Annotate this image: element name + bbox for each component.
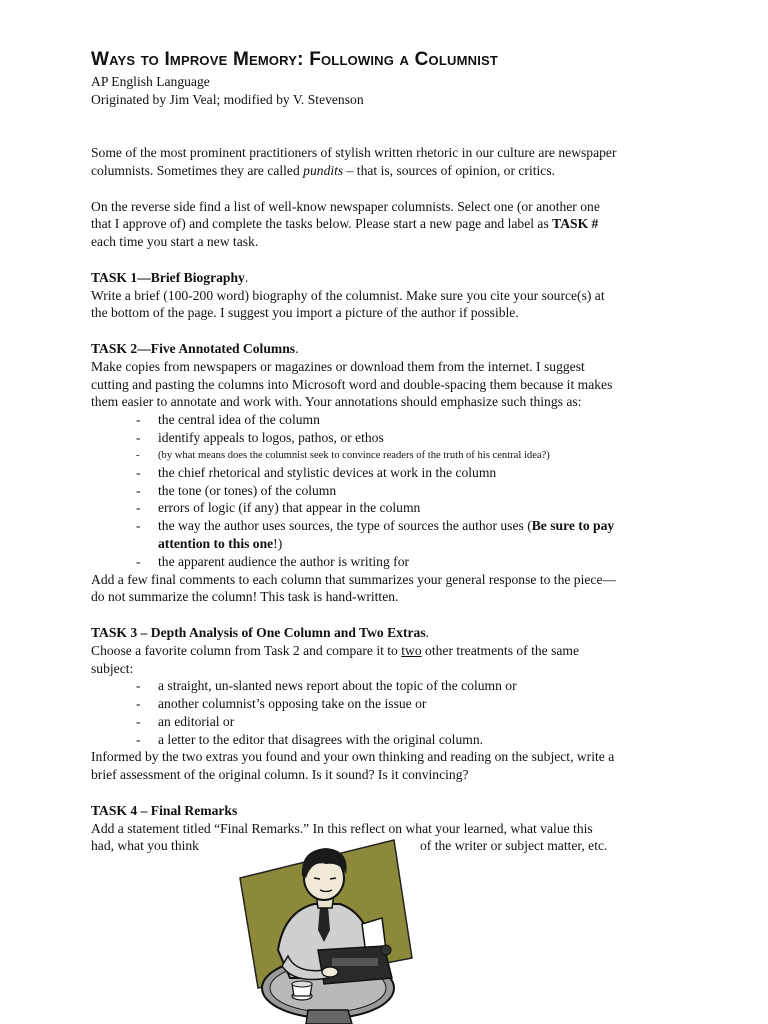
intro-paragraph bbox=[91, 144, 677, 180]
task-1-heading: TASK 1—Brief Biography. bbox=[91, 269, 249, 285]
intro-line-2: columnists. Sometimes they are called pundits – that is, sources of opinion, or critics. bbox=[91, 162, 556, 178]
reverse-paragraph bbox=[91, 198, 677, 251]
list-item: - errors of logic (if any) that appear in the column bbox=[136, 500, 421, 516]
list-item: - the chief rhetorical and stylistic devices at work in the column bbox=[136, 464, 497, 480]
task-2-line-3: them easier to annotate and work with. Your annotations should emphasize such things as: bbox=[91, 394, 582, 410]
reverse-line-3: each time you start a new task. bbox=[91, 234, 259, 250]
document-body bbox=[91, 73, 677, 855]
task-1-line-1: Write a brief (100-200 word) biography of the columnist. Make sure you cite your source(s) at bbox=[91, 287, 605, 303]
task-3-list bbox=[91, 677, 677, 748]
list-item: - the central idea of the column bbox=[136, 412, 320, 428]
list-item: - a straight, un-slanted news report about the topic of the column or bbox=[136, 678, 517, 694]
task-1-line-2: the bottom of the page. I suggest you import a picture of the author if possible. bbox=[91, 305, 519, 321]
task-3-line-2: subject: bbox=[91, 660, 134, 676]
task-1-section bbox=[91, 269, 677, 322]
list-item: - the way the author uses sources, the type of sources the author uses (Be sure to pay attention to this one!) bbox=[136, 518, 615, 551]
list-item: - a letter to the editor that disagrees with the original column. bbox=[136, 731, 484, 747]
task-2-line-1: Make copies from newspapers or magazines or download them from the internet. I suggest bbox=[91, 358, 585, 374]
task-3-heading: TASK 3 – Depth Analysis of One Column and Two Extras. bbox=[91, 624, 430, 640]
intro-line-1: Some of the most prominent practitioners of stylish written rhetoric in our culture are newspaper bbox=[91, 145, 617, 161]
task-2-list bbox=[91, 411, 677, 570]
task-2-after-2: do not summarize the column! This task is hand-written. bbox=[91, 589, 399, 605]
document-title bbox=[91, 47, 751, 73]
reverse-line-1: On the reverse side find a list of well-know newspaper columnists. Select one (or another one bbox=[91, 198, 600, 214]
title-part-2: Following a Columnist bbox=[309, 49, 499, 70]
list-item: - an editorial or bbox=[136, 713, 235, 729]
task-4-line-2-continued: of the writer or subject matter, etc. bbox=[420, 838, 608, 853]
list-item: - the tone (or tones) of the column bbox=[136, 482, 337, 498]
originated-line: Originated by Jim Veal; modified by V. Stevenson bbox=[91, 91, 364, 107]
columnist-typewriter-clipart bbox=[236, 838, 414, 1024]
task-2-section bbox=[91, 340, 677, 606]
list-item: - another columnist’s opposing take on the issue or bbox=[136, 696, 427, 712]
task-2-heading: TASK 2—Five Annotated Columns. bbox=[91, 340, 299, 356]
task-4-line-2: had, what you think bbox=[91, 838, 199, 854]
task-3-line-1: Choose a favorite column from Task 2 and compare it to two other treatments of the same bbox=[91, 642, 580, 658]
pundits-term: pundits bbox=[303, 162, 344, 178]
task-3-section bbox=[91, 624, 677, 784]
task-label-term: TASK # bbox=[552, 216, 599, 232]
course-line: AP English Language bbox=[91, 74, 210, 89]
title-separator: : bbox=[297, 49, 310, 70]
list-item: - the apparent audience the author is writing for bbox=[136, 553, 410, 569]
task-2-line-2: cutting and pasting the columns into Microsoft word and double-spacing them because it makes bbox=[91, 376, 613, 392]
list-item: - identify appeals to logos, pathos, or ethos bbox=[136, 429, 384, 445]
task-2-after-1: Add a few final comments to each column that summarizes your general response to the piece— bbox=[91, 571, 617, 587]
task-3-after-1: Informed by the two extras you found and your own thinking and reading on the subject, write a bbox=[91, 749, 615, 765]
task-4-heading: TASK 4 – Final Remarks bbox=[91, 802, 238, 818]
reverse-line-2: that I approve of) and complete the tasks below. Please start a new page and label as TASK # bbox=[91, 216, 599, 232]
task-3-after-2: brief assessment of the original column. Is it sound? Is it convincing? bbox=[91, 767, 469, 783]
title-part-1: Ways to Improve Memory bbox=[91, 49, 298, 70]
task-4-line-1: Add a statement titled “Final Remarks.” In this reflect on what your learned, what value this bbox=[91, 820, 593, 836]
list-item: - (by what means does the columnist seek to convince readers of the truth of his central idea?) bbox=[136, 449, 550, 461]
two-underlined: two bbox=[401, 642, 422, 658]
